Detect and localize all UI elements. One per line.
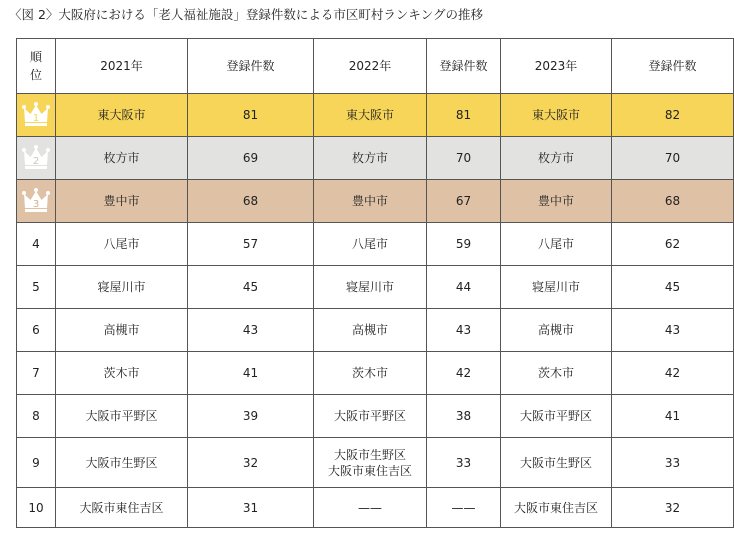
count-2021: 39 (188, 395, 314, 438)
count-2023: 68 (612, 180, 734, 223)
municipality-2022: —— (314, 488, 427, 528)
table-row-rank-6 (17, 309, 734, 352)
count-2022: 44 (427, 266, 501, 309)
municipality-2022: 東大阪市 (314, 94, 427, 137)
figure-caption: 〈図 2〉大阪府における「老人福祉施設」登録件数による市区町村ランキングの推移 (9, 7, 484, 22)
count-2023: 82 (612, 94, 734, 137)
count-2021: 45 (188, 266, 314, 309)
municipality-2022 (314, 438, 427, 488)
municipality-2021: 枚方市 (56, 137, 188, 180)
rank-number: 3 (32, 199, 40, 210)
count-2022: 38 (427, 395, 501, 438)
table-row-rank-10 (17, 488, 734, 528)
count-2023: 45 (612, 266, 734, 309)
header-year-2021: 2021年 (56, 39, 188, 94)
municipality-2022: 茨木市 (314, 352, 427, 395)
table-row-rank-4 (17, 223, 734, 266)
municipality-2021: 茨木市 (56, 352, 188, 395)
count-2022: 43 (427, 309, 501, 352)
municipality-2021: 八尾市 (56, 223, 188, 266)
table-row-rank-9 (17, 438, 734, 488)
count-2021: 32 (188, 438, 314, 488)
table-row-rank-1 (17, 94, 734, 137)
count-2023: 70 (612, 137, 734, 180)
rank-number: 8 (17, 395, 56, 438)
municipality-2021: 東大阪市 (56, 94, 188, 137)
count-2022: 67 (427, 180, 501, 223)
municipality-2022: 豊中市 (314, 180, 427, 223)
municipality-2023: 八尾市 (501, 223, 612, 266)
municipality-2021: 豊中市 (56, 180, 188, 223)
header-count-2021: 登録件数 (188, 39, 314, 94)
table-row-rank-7 (17, 352, 734, 395)
municipality-2023: 大阪市平野区 (501, 395, 612, 438)
municipality-2022-line2: 大阪市東住吉区 (327, 463, 412, 478)
municipality-2021: 寝屋川市 (56, 266, 188, 309)
rank-cell (17, 137, 56, 180)
table-row-rank-8 (17, 395, 734, 438)
municipality-2022: 高槻市 (314, 309, 427, 352)
table-row-rank-2 (17, 137, 734, 180)
count-2023: 41 (612, 395, 734, 438)
municipality-2023: 茨木市 (501, 352, 612, 395)
municipality-2021: 大阪市平野区 (56, 395, 188, 438)
municipality-2022: 枚方市 (314, 137, 427, 180)
count-2023: 33 (612, 438, 734, 488)
crown-icon (21, 143, 51, 173)
count-2021: 57 (188, 223, 314, 266)
count-2023: 62 (612, 223, 734, 266)
header-rank-bottom: 位 (29, 68, 42, 82)
municipality-2023: 枚方市 (501, 137, 612, 180)
count-2023: 42 (612, 352, 734, 395)
ranking-table (16, 38, 734, 528)
rank-number: 6 (17, 309, 56, 352)
rank-number: 5 (17, 266, 56, 309)
count-2022: —— (427, 488, 501, 528)
rank-number: 4 (17, 223, 56, 266)
header-count-2022: 登録件数 (427, 39, 501, 94)
municipality-2022: 寝屋川市 (314, 266, 427, 309)
header-count-2023: 登録件数 (612, 39, 734, 94)
count-2022: 59 (427, 223, 501, 266)
count-2022: 81 (427, 94, 501, 137)
count-2021: 69 (188, 137, 314, 180)
municipality-2023: 豊中市 (501, 180, 612, 223)
count-2021: 41 (188, 352, 314, 395)
table-row-rank-3 (17, 180, 734, 223)
count-2022: 42 (427, 352, 501, 395)
municipality-2022: 大阪市平野区 (314, 395, 427, 438)
rank-cell (17, 94, 56, 137)
municipality-2022: 八尾市 (314, 223, 427, 266)
count-2021: 43 (188, 309, 314, 352)
table-row-rank-5 (17, 266, 734, 309)
header-row (17, 39, 734, 94)
municipality-2023: 大阪市東住吉区 (501, 488, 612, 528)
count-2021: 68 (188, 180, 314, 223)
crown-icon (21, 100, 51, 130)
municipality-2021: 大阪市東住吉区 (56, 488, 188, 528)
crown-icon (21, 186, 51, 216)
rank-number: 9 (17, 438, 56, 488)
count-2023: 32 (612, 488, 734, 528)
municipality-2022-line1: 大阪市生野区 (333, 447, 406, 462)
count-2022: 33 (427, 438, 501, 488)
municipality-2023: 大阪市生野区 (501, 438, 612, 488)
municipality-2023: 東大阪市 (501, 94, 612, 137)
rank-cell (17, 180, 56, 223)
rank-number: 2 (32, 156, 40, 167)
header-year-2022: 2022年 (314, 39, 427, 94)
municipality-2023: 寝屋川市 (501, 266, 612, 309)
count-2022: 70 (427, 137, 501, 180)
header-year-2023: 2023年 (501, 39, 612, 94)
municipality-2021: 高槻市 (56, 309, 188, 352)
count-2021: 31 (188, 488, 314, 528)
rank-number: 7 (17, 352, 56, 395)
rank-number: 10 (17, 488, 56, 528)
header-rank-top: 順 (29, 50, 42, 64)
header-rank (17, 39, 56, 94)
municipality-2021: 大阪市生野区 (56, 438, 188, 488)
count-2023: 43 (612, 309, 734, 352)
count-2021: 81 (188, 94, 314, 137)
rank-number: 1 (32, 113, 40, 124)
municipality-2023: 高槻市 (501, 309, 612, 352)
